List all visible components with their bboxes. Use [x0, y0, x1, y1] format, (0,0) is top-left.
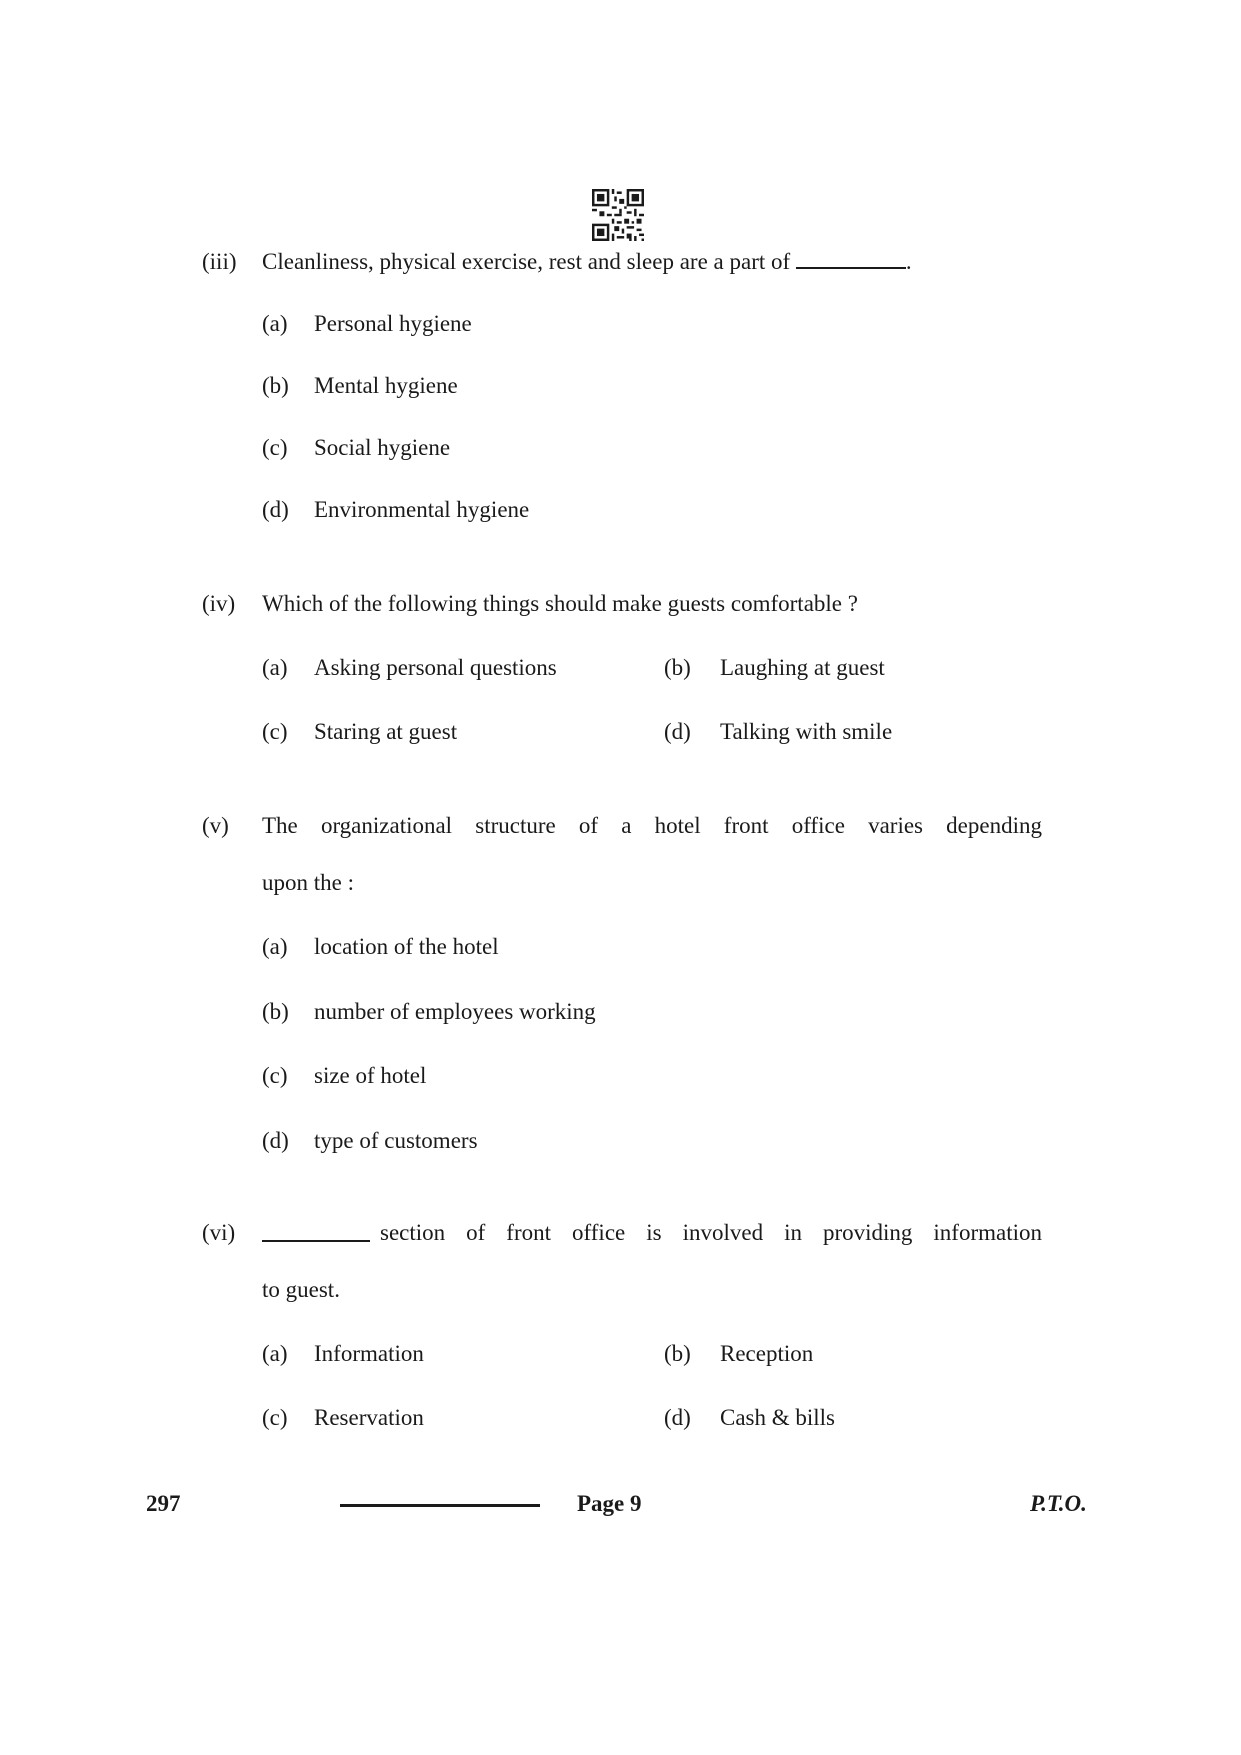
option-text: Talking with smile: [720, 719, 893, 744]
answer-blank: [262, 1240, 370, 1242]
option-text: Staring at guest: [314, 719, 458, 744]
option-text: Reception: [720, 1341, 814, 1366]
page-number: Page 9: [577, 1491, 642, 1516]
option-text: Personal hygiene: [314, 311, 472, 336]
option-text: Social hygiene: [314, 435, 451, 460]
option-label: (d): [664, 719, 691, 744]
option-label: (c): [262, 435, 288, 460]
question-stem-line: upon the :: [262, 870, 354, 895]
option-label: (c): [262, 719, 288, 744]
question-stem-line: to guest.: [262, 1277, 340, 1302]
option-label: (d): [262, 1128, 289, 1153]
option-text: Environmental hygiene: [314, 497, 530, 522]
qr-code: [592, 189, 644, 241]
option-text: Laughing at guest: [720, 655, 885, 680]
question-stem: [262, 248, 912, 276]
option-label: (b): [664, 1341, 691, 1366]
option-label: (c): [262, 1063, 288, 1088]
option-text: Information: [314, 1341, 424, 1366]
question-number: (iv): [202, 591, 236, 616]
option-text: Cash & bills: [720, 1405, 836, 1430]
option-label: (a): [262, 655, 288, 680]
option-text: number of employees working: [314, 999, 596, 1024]
pto-label: P.T.O.: [1030, 1491, 1087, 1516]
option-label: (a): [262, 1341, 288, 1366]
option-text: Mental hygiene: [314, 373, 458, 398]
question-number: (v): [202, 813, 229, 838]
option-text: Asking personal questions: [314, 655, 557, 680]
option-label: (a): [262, 311, 288, 336]
question-stem-line: section of front office is involved in providing information: [380, 1220, 1042, 1245]
question-number: (vi): [202, 1220, 236, 1245]
option-text: Reservation: [314, 1405, 424, 1430]
footer-rule: [340, 1504, 540, 1507]
option-text: type of customers: [314, 1128, 478, 1153]
option-label: (b): [262, 373, 289, 398]
option-label: (d): [664, 1405, 691, 1430]
question-stem-line: The organizational structure of a hotel front office varies depending: [262, 813, 1042, 838]
option-text: location of the hotel: [314, 934, 499, 959]
paper-code: 297: [146, 1491, 181, 1516]
option-label: (b): [664, 655, 691, 680]
option-label: (c): [262, 1405, 288, 1430]
stem-end: .: [905, 249, 912, 274]
option-text: size of hotel: [314, 1063, 427, 1088]
question-stem: Which of the following things should make guests comfortable ?: [262, 591, 858, 616]
option-label: (a): [262, 934, 288, 959]
question-number: (iii): [202, 249, 237, 274]
option-label: (b): [262, 999, 289, 1024]
answer-blank: [796, 267, 906, 269]
stem-text: Cleanliness, physical exercise, rest and sleep are a part of: [262, 249, 791, 274]
option-label: (d): [262, 497, 289, 522]
